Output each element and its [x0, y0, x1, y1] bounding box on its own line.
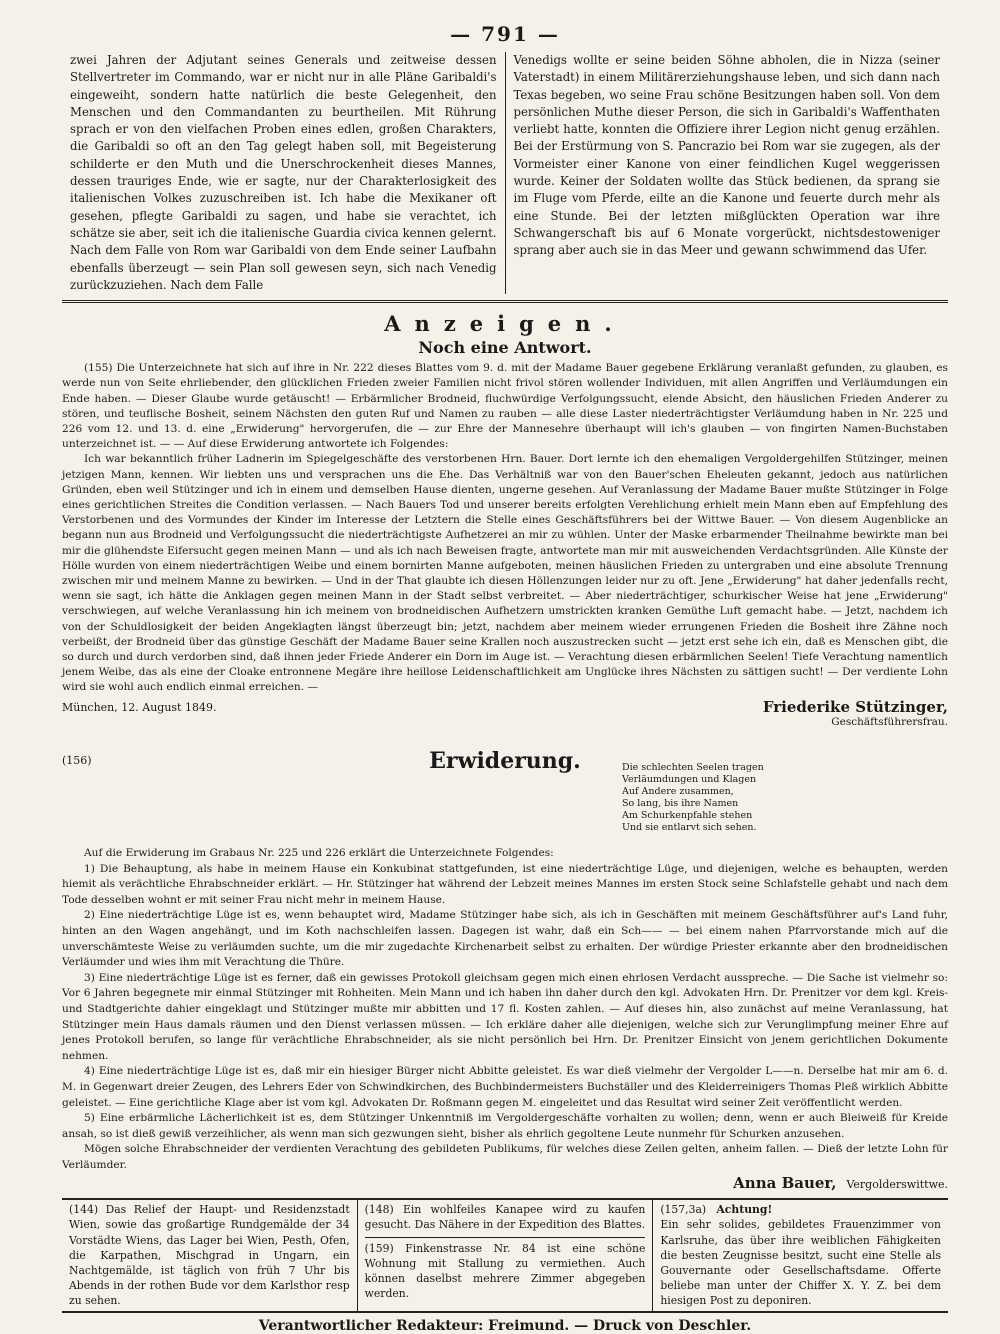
- ad-achtung-header: [660, 1202, 941, 1217]
- erwiderung-item-1: 1) Die Behauptung, als habe in meinem Hause ein Konkubinat stattgefunden, ist eine niederträchtige Lüge, und diejenigen, welche es behaupten, werden hiemit als verächtliche Ehrabschneider erklärt. — Hr. Stützinger hat während der Lebzeit meines Mannes im ersten Stock seine Schlafstelle gehabt und nach dem Tode desselben wohnt er mit seiner Frau nicht mehr in meinem Hause.: [62, 862, 948, 906]
- antwort-place-date: München, 12. August 1849.: [62, 700, 217, 714]
- antwort-paragraph-2: Ich war bekanntlich früher Ladnerin im Spiegelgeschäfte des verstorbenen Hrn. Bauer. Dort lernte ich den ehemaligen Vergoldergehilfen Stützinger, meinen jetzigen Mann, kennen. Wir liebten uns und versprachen uns die Ehe. Das Verhältniß war von den Bauer'schen Eheleuten gekannt, jedoch aus natürlichen Gründen, eben weil Stützinger und ich in einem und demselben Hause dienten, ungerne gesehen. Auf Veranlassung der Madame Bauer mußte Stützinger in Folge eines gerichtlichen Streites die Condition verlassen. — Nach Bauers Tod und unserer bereits erfolgten Verehlichung erhielt mein Mann eben auf Empfehlung des Verstorbenen und des Vormundes der Kinder im Interesse der Letztern die Stelle eines Geschäftsführers bei der Wittwe Bauer. — Von diesem Augenblicke an begann nun aus Brodneid und Verfolgungssucht die niederträchtigste Aufhetzerei an mir zu wühlen. Unter der Maske erbarmender Theilnahme bewirkte man bei mir die glühendste Eifersucht gegen meinen Mann — und als ich nach Beweisen fragte, antwortete man mir mit ausweichenden Verdachtsgründen. Alle Künste der Hölle wurden von einem niederträchtigen Weibe und einem bornirten Manne aufgeboten, meinen häuslichen Frieden zu untergraben und eine absolute Trennung zwischen mir und meinem Manne zu bewirken. — Und in der That glaubte ich diesen Höllenzungen leider nur zu oft. Jene „Erwiderung" hat daher jedenfalls recht, wenn sie sagt, ich hätte die Anklagen gegen meinen Mann in der Stadt selbst verbreitet. — Aber niederträchtiger, schurkischer Weise hat jene „Erwiderung" verschwiegen, auf welche Veranlassung hin ich meinem von brodneidischen Aufhetzern umstrickten kranken Gemüthe Luft gemacht habe. — Jetzt, nachdem ich von der Schuldlosigkeit der beiden Angeklagten längst überzeugt bin; jetzt, nachdem aber meinem wieder errungenen Frieden die Bosheit ihre Zähne noch verbeißt, der Brodneid über das günstige Geschäft der Madame Bauer seine Krallen noch auszustrecken sucht — jetzt erst sehe ich ein, daß es Menschen gibt, die so durch und durch verdorben sind, daß ihnen jeder Friede Anderer ein Dorn im Auge ist. — Verachtung diesen erbärmlichen Seelen! Tiefe Verachtung namentlich jenem Weibe, das als eine der Cloake entronnene Megäre ihre heillose Leidenschaftlichkeit am Unglücke ihres Nächsten zu sättigen sucht! — Der verdiente Lohn wird sie wohl auch endlich einmal erreichen. —: [62, 453, 948, 694]
- ad-achtung-number: (157,3a): [660, 1203, 707, 1217]
- erwiderung-closing: Mögen solche Ehrabschneider der verdienten Verachtung des gebildeten Publikums, für welches diese Zeilen gelten, anheim fallen. — Dieß der letzte Lohn für Verläumder.: [62, 1143, 948, 1171]
- page-number: — 791 —: [450, 22, 560, 46]
- erwiderung-item-5: 5) Eine erbärmliche Lächerlichkeit ist es, dem Stützinger Unkenntniß im Vergoldergeschäfte vorhalten zu wollen; denn, wenn er auch Bleiweiß für Kreide ansah, so ist dieß gewiß verzeihlicher, als wenn man sich gezwungen sieht, bisher als ehrlich gegoltene Leute nunmehr für Schurken anzusehen.: [62, 1112, 948, 1140]
- ad-achtung-title: Achtung!: [716, 1203, 773, 1217]
- ad-wohnung: [365, 1237, 646, 1302]
- classified-ads: [62, 1198, 948, 1312]
- antwort-signature-block: [762, 697, 948, 730]
- antwort-paragraph-1-text: Die Unterzeichnete hat sich auf ihre in Nr. 222 dieses Blattes vom 9. d. mit der Madame Bauer gegebene Erklärung veranlaßt gefunden, zu glauben, es werde nun von Seite ehrliebender, den glücklichen Frieden zweier Familien nicht frivol stören wollender Individuen, mit allen Angriffen und Verläumdungen ein Ende haben. — Dieser Glaube wurde getäuscht! — Erbärmlicher Brodneid, fluchwürdige Verfolgungssucht, elende Absicht, den häuslichen Frieden Anderer zu stören, und teuflische Bosheit, seinem Nächsten den guten Ruf und Namen zu rauben — alle diese Laster niederträchtigster Verläumdung haben in Nr. 225 und 226 vom 12. und 13. d. eine „Erwiderung" hervorgerufen, die — zur Ehre der Mannesehre überhaupt will ich's glauben — von fingirten Namen-Buchstaben unterzeichnet ist. — — Auf diese Erwiderung antwortete ich Folgendes:: [62, 362, 948, 451]
- ad-relief-wien: (144) Das Relief der Haupt- und Residenzstadt Wien, sowie das großartige Rundgemälde der 34 Vorstädte Wiens, das Lager bei Wien, Pesth, Ofen, die Karpathen, Mischgrad in Ungarn, ein Nachtgemälde, ist täglich von früh 7 Uhr bis Abends in der rothen Bude vor dem Karlsthor resp zu sehen.: [69, 1203, 350, 1308]
- ad-achtung-text: Ein sehr solides, gebildetes Frauenzimmer von Karlsruhe, das über ihre weiblichen Fähigkeiten die besten Zeugnisse besitzt, sucht eine Stelle als Gouvernante oder Gesellschaftsdame. Offerte beliebe man unter der Chiffer X. Y. Z. bei dem hiesigen Post zu deponiren.: [660, 1218, 942, 1308]
- ad-kanapee-text: (148) Ein wohlfeiles Kanapee wird zu kaufen gesucht. Das Nähere in der Expedition des Blattes.: [364, 1203, 646, 1232]
- erwiderung-intro: Auf die Erwiderung im Grabaus Nr. 225 und 226 erklärt die Unterzeichnete Folgendes:: [84, 847, 554, 860]
- article-columns: [62, 52, 948, 294]
- imprint: Verantwortlicher Redakteur: Freimund. — Druck von Deschler.: [258, 1317, 752, 1334]
- poem-line: So lang, bis ihre Namen: [622, 798, 739, 810]
- antwort-signature-row: [62, 697, 948, 730]
- antwort-number: (155): [84, 362, 113, 375]
- classified-col-1: [62, 1200, 357, 1310]
- erwiderung-signature-role: Vergolderswittwe.: [846, 1177, 948, 1191]
- erwiderung-item-2: 2) Eine niederträchtige Lüge ist es, wenn behauptet wird, Madame Stützinger habe sich, als ich in Geschäften mit meinem Geschäftsführer auf's Land fuhr, hinten an den Wagen angehängt, und im Koth nachschleifen lassen. Dagegen ist wahr, daß ein Sch—— — bei einem nahen Pfarrvorstande mich auf die unverschämteste Weise zu verläumden suchte, um die mir zugedachte Kirchenarbeit selbst zu erhalten. Der würdige Priester erkannte aber den brodneidischen Verläumder und wies ihm mit Verachtung die Thüre.: [62, 909, 948, 969]
- erwiderung-poem: [622, 762, 764, 834]
- erwiderung-signature: Anna Bauer,: [733, 1173, 837, 1192]
- erwiderung-item-3: 3) Eine niederträchtige Lüge ist es ferner, daß ein gewisses Protokoll gleichsam gegen mich einen ehrlosen Verdacht ausspreche. — Die Sache ist vielmehr so: Vor 6 Jahren begegnete mir einmal Stützinger mit Rohheiten. Mein Mann und ich haben ihn daher durch den kgl. Advokaten Hrn. Dr. Prenitzer vor dem kgl. Kreis- und Stadtgerichte dahier eingeklagt und Stützinger mußte mir abbitten und 17 fl. Kosten zahlen. — Auf dieses hin, also zunächst auf meine Veranlassung, hat Stützinger mein Haus damals räumen und den Dienst verlassen müssen. — Ich erkläre daher alle diejenigen, welche sich zur Verunglimpfung meiner Ehre auf jenes Protokoll berufen, so lange für verächtliche Ehrabschneider, als sie nicht persönlich bei Hrn. Dr. Prenitzer Einsicht von jenem gerichtlichen Dokumente nehmen.: [62, 971, 948, 1062]
- erwiderung-header: [62, 740, 948, 834]
- erwiderung-item-4: 4) Eine niederträchtige Lüge ist es, daß mir ein hiesiger Bürger nicht Abbitte geleistet. Es war dieß vielmehr der Vergolder L——n. Derselbe hat mir am 6. d. M. in Gegenwart dreier Zeugen, des Lehrers Eder von Schwindkirchen, des Buchbindermeisters Buchställer und des Kleiderreinigers Thomas Pleß wirklich Abbitte geleistet. — Eine gerichtliche Klage aber ist vom kgl. Advokaten Dr. Roßmann gegen M. eingeleitet und das Resultat wird seiner Zeit veröffentlicht werden.: [62, 1065, 948, 1109]
- poem-line: Auf Andere zusammen,: [622, 786, 734, 798]
- erwiderung-signature-row: [62, 1173, 948, 1193]
- classified-col-3: [652, 1200, 948, 1310]
- poem-line: Am Schurkenpfahle stehen: [622, 810, 753, 822]
- article-column-right: Venedigs wollte er seine beiden Söhne abholen, die in Nizza (seiner Vaterstadt) in einem Militärerziehungshause leben, und sich dann nach Texas begeben, wo seine Frau schöne Besitzungen haben soll. Von dem persönlichen Muthe dieser Person, die sich in Garibaldi's Waffenthaten verliebt hatte, konnten die Offiziere ihrer Legion nicht genug erzählen. Bei der Erstürmung von S. Pancrazio bei Rom war sie zugegen, als der Vormeister einer Kanone von einer feindlichen Kugel weggerissen wurde. Keiner der Soldaten wollte das Stück bedienen, da sprang sie im Fluge vom Pferde, eilte an die Kanone und feuerte durch mehr als eine Stunde. Bei der letzten mißglückten Operation war ihre Schwangerschaft bis auf 6 Monate vorgerückt, nichtsdestoweniger sprang aber auch sie in das Meer und gewann schwimmend das Ufer.: [505, 52, 949, 294]
- antwort-notice: [62, 361, 948, 730]
- antwort-paragraph-1: [62, 361, 948, 452]
- ad-wohnung-text: (159) Finkenstrasse Nr. 84 ist eine schöne Wohnung mit Stallung zu vermiethen. Auch können daselbst mehrere Zimmer abgegeben werden.: [364, 1241, 646, 1301]
- ad-kanapee: [365, 1202, 646, 1232]
- erwiderung-heading: Erwiderung.: [429, 748, 581, 775]
- section-divider: [62, 300, 948, 303]
- erwiderung-number: (156): [62, 754, 92, 768]
- antwort-signature-role: Geschäftsführersfrau.: [831, 715, 948, 728]
- erwiderung-body: [62, 846, 948, 1192]
- article-column-left: zwei Jahren der Adjutant seines Generals und zeitweise dessen Stellvertreter im Commando, war er nicht nur in alle Pläne Garibaldi's eingeweiht, sondern hatte natürlich die beste Gelegenheit, den Menschen und den Commandanten zu beurtheilen. Mit Rührung sprach er von den vielfachen Proben eines edlen, großen Charakters, die Garibaldi so oft an den Tag gelegt haben soll, mit Begeisterung schilderte er den Muth und die Unerschrockenheit dieses Mannes, dessen trauriges Ende, wie er sagte, nur der Charakterlosigkeit des italienischen Volkes zuzuschreiben ist. Ich habe die Mexikaner oft gesehen, pflegte Garibaldi zu sagen, und habe sie verachtet, ich schätze sie aber, seit ich die italienische Guardia civica kennen gelernt. Nach dem Falle von Rom war Garibaldi von dem Ende seiner Laufbahn ebenfalls überzeugt — sein Plan soll gewesen seyn, sich nach Venedig zurückzuziehen. Nach dem Falle: [70, 53, 497, 292]
- poem-line: Die schlechten Seelen tragen: [622, 762, 764, 774]
- antwort-heading: Noch eine Antwort.: [418, 338, 592, 358]
- poem-line: Und sie entlarvt sich sehen.: [622, 822, 757, 834]
- antwort-signature: Friederike Stützinger,: [762, 697, 948, 716]
- ads-heading: Anzeigen.: [384, 311, 626, 337]
- poem-line: Verläumdungen und Klagen: [622, 774, 757, 786]
- classified-col-2: [357, 1200, 653, 1310]
